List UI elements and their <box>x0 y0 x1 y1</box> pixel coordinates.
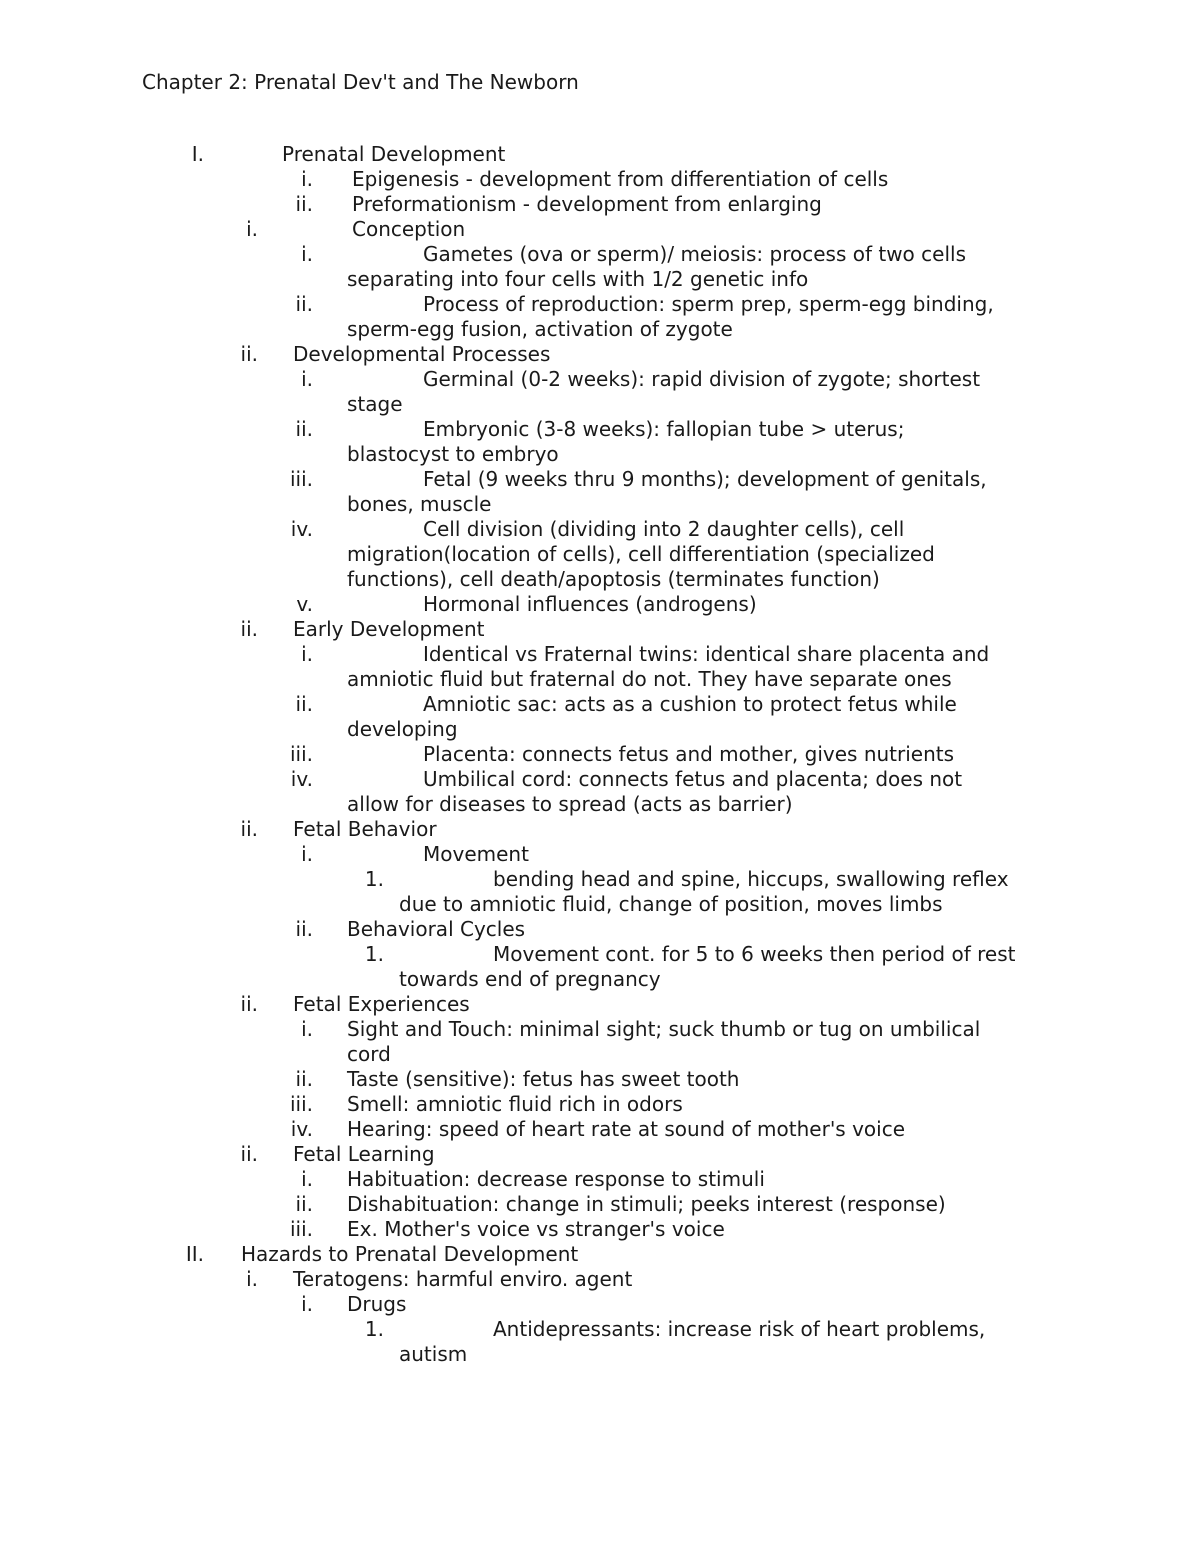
outline-item <box>0 217 1200 242</box>
outline-text: Smell: amniotic fluid rich in odors <box>347 1092 683 1116</box>
outline-marker: iv. <box>290 1117 313 1141</box>
outline-continuation: towards end of pregnancy <box>399 967 661 991</box>
outline-marker: iii. <box>289 467 313 491</box>
outline-text: Habituation: decrease response to stimuli <box>347 1167 765 1191</box>
outline-continuation: stage <box>347 392 403 416</box>
outline-item <box>0 1017 1200 1067</box>
outline-text: Developmental Processes <box>293 342 551 366</box>
outline-text: Placenta: connects fetus and mother, gives nutrients <box>423 742 955 766</box>
outline-marker: ii. <box>295 1192 313 1216</box>
outline-marker: I. <box>191 142 204 166</box>
outline-marker: ii. <box>295 417 313 441</box>
outline-marker: ii. <box>295 1067 313 1091</box>
outline-text: Cell division (dividing into 2 daughter cells), cell <box>423 517 905 541</box>
outline-marker: i. <box>301 1292 313 1316</box>
outline-marker: II. <box>185 1242 204 1266</box>
outline-item <box>0 592 1200 617</box>
outline-text: Antidepressants: increase risk of heart problems, <box>493 1317 986 1341</box>
outline-marker: iii. <box>289 1217 313 1241</box>
outline-text: Dishabituation: change in stimuli; peeks interest (response) <box>347 1192 946 1216</box>
outline-marker: i. <box>301 167 313 191</box>
outline-marker: ii. <box>295 692 313 716</box>
outline-continuation: migration(location of cells), cell differentiation (specialized <box>347 542 935 566</box>
outline-marker: ii. <box>240 992 258 1016</box>
outline-item <box>0 417 1200 467</box>
outline-item <box>0 1192 1200 1217</box>
outline-text: Germinal (0-2 weeks): rapid division of zygote; shortest <box>423 367 981 391</box>
outline-text: Fetal Experiences <box>293 992 470 1016</box>
outline-text: bending head and spine, hiccups, swallowing reflex <box>493 867 1009 891</box>
outline-marker: v. <box>296 592 313 616</box>
outline-item <box>0 917 1200 942</box>
outline-continuation: developing <box>347 717 458 741</box>
outline-marker: i. <box>301 842 313 866</box>
outline-item <box>0 467 1200 517</box>
outline-text: Process of reproduction: sperm prep, sperm-egg binding, <box>423 292 994 316</box>
outline-item <box>0 342 1200 367</box>
outline-text: Conception <box>352 217 466 241</box>
outline-text: Movement <box>423 842 529 866</box>
outline-text: Identical vs Fraternal twins: identical share placenta and <box>423 642 990 666</box>
outline-item <box>0 1142 1200 1167</box>
outline-text: Hazards to Prenatal Development <box>241 1242 579 1266</box>
outline-continuation: due to amniotic fluid, change of position, moves limbs <box>399 892 943 916</box>
outline-text: Hearing: speed of heart rate at sound of mother's voice <box>347 1117 906 1141</box>
outline-text: Early Development <box>293 617 485 641</box>
outline <box>0 142 1200 1367</box>
outline-marker: iv. <box>290 767 313 791</box>
outline-text: Ex. Mother's voice vs stranger's voice <box>347 1217 725 1241</box>
outline-item <box>0 1267 1200 1292</box>
outline-item <box>0 867 1200 917</box>
outline-item <box>0 367 1200 417</box>
outline-text: Amniotic sac: acts as a cushion to protect fetus while <box>423 692 957 716</box>
outline-continuation: amniotic fluid but fraternal do not. They have separate ones <box>347 667 952 691</box>
outline-marker: ii. <box>240 617 258 641</box>
outline-item <box>0 817 1200 842</box>
outline-item <box>0 1167 1200 1192</box>
outline-continuation: blastocyst to embryo <box>347 442 559 466</box>
outline-marker: 1. <box>364 1317 384 1341</box>
outline-text: Embryonic (3-8 weeks): fallopian tube > uterus; <box>423 417 905 441</box>
outline-text: Movement cont. for 5 to 6 weeks then period of rest <box>493 942 1016 966</box>
outline-item <box>0 1242 1200 1267</box>
outline-continuation: allow for diseases to spread (acts as barrier) <box>347 792 793 816</box>
outline-marker: iii. <box>289 742 313 766</box>
outline-text: Drugs <box>347 1292 407 1316</box>
outline-marker: i. <box>301 1167 313 1191</box>
outline-marker: i. <box>301 367 313 391</box>
outline-text: Fetal Behavior <box>293 817 437 841</box>
outline-item <box>0 692 1200 742</box>
outline-marker: ii. <box>295 292 313 316</box>
outline-continuation: functions), cell death/apoptosis (terminates function) <box>347 567 880 591</box>
outline-text: Epigenesis - development from differentiation of cells <box>352 167 889 191</box>
outline-item <box>0 617 1200 642</box>
outline-item <box>0 167 1200 192</box>
outline-marker: ii. <box>240 342 258 366</box>
outline-text: Fetal Learning <box>293 1142 435 1166</box>
outline-text: Fetal (9 weeks thru 9 months); development of genitals, <box>423 467 987 491</box>
outline-item <box>0 1117 1200 1142</box>
outline-text: Sight and Touch: minimal sight; suck thumb or tug on umbilical <box>347 1017 981 1041</box>
outline-continuation: bones, muscle <box>347 492 492 516</box>
outline-text: Teratogens: harmful enviro. agent <box>293 1267 633 1291</box>
outline-marker: i. <box>246 217 258 241</box>
outline-continuation: cord <box>347 1042 391 1066</box>
outline-item <box>0 1317 1200 1367</box>
outline-continuation: sperm-egg fusion, activation of zygote <box>347 317 733 341</box>
page-title: Chapter 2: Prenatal Dev't and The Newborn <box>142 70 579 94</box>
outline-marker: i. <box>246 1267 258 1291</box>
outline-text: Prenatal Development <box>282 142 506 166</box>
outline-item <box>0 742 1200 767</box>
outline-item <box>0 1092 1200 1117</box>
outline-text: Hormonal influences (androgens) <box>423 592 757 616</box>
outline-item <box>0 142 1200 167</box>
outline-marker: ii. <box>295 192 313 216</box>
outline-marker: 1. <box>364 867 384 891</box>
outline-item <box>0 292 1200 342</box>
outline-item <box>0 942 1200 992</box>
outline-text: Taste (sensitive): fetus has sweet tooth <box>347 1067 740 1091</box>
outline-marker: ii. <box>240 817 258 841</box>
outline-marker: i. <box>301 642 313 666</box>
outline-item <box>0 1217 1200 1242</box>
outline-text: Umbilical cord: connects fetus and placenta; does not <box>423 767 963 791</box>
outline-item <box>0 192 1200 217</box>
outline-item <box>0 242 1200 292</box>
outline-continuation: separating into four cells with 1/2 genetic info <box>347 267 809 291</box>
outline-continuation: autism <box>399 1342 468 1366</box>
outline-item <box>0 1067 1200 1092</box>
outline-item <box>0 517 1200 592</box>
outline-marker: i. <box>301 242 313 266</box>
outline-item <box>0 642 1200 692</box>
outline-text: Preformationism - development from enlarging <box>352 192 822 216</box>
outline-item <box>0 1292 1200 1317</box>
outline-item <box>0 767 1200 817</box>
outline-marker: iii. <box>289 1092 313 1116</box>
outline-marker: ii. <box>240 1142 258 1166</box>
outline-text: Gametes (ova or sperm)/ meiosis: process of two cells <box>423 242 966 266</box>
outline-marker: i. <box>301 1017 313 1041</box>
outline-marker: 1. <box>364 942 384 966</box>
outline-item <box>0 842 1200 867</box>
outline-marker: iv. <box>290 517 313 541</box>
outline-item <box>0 992 1200 1017</box>
outline-text: Behavioral Cycles <box>347 917 526 941</box>
outline-marker: ii. <box>295 917 313 941</box>
